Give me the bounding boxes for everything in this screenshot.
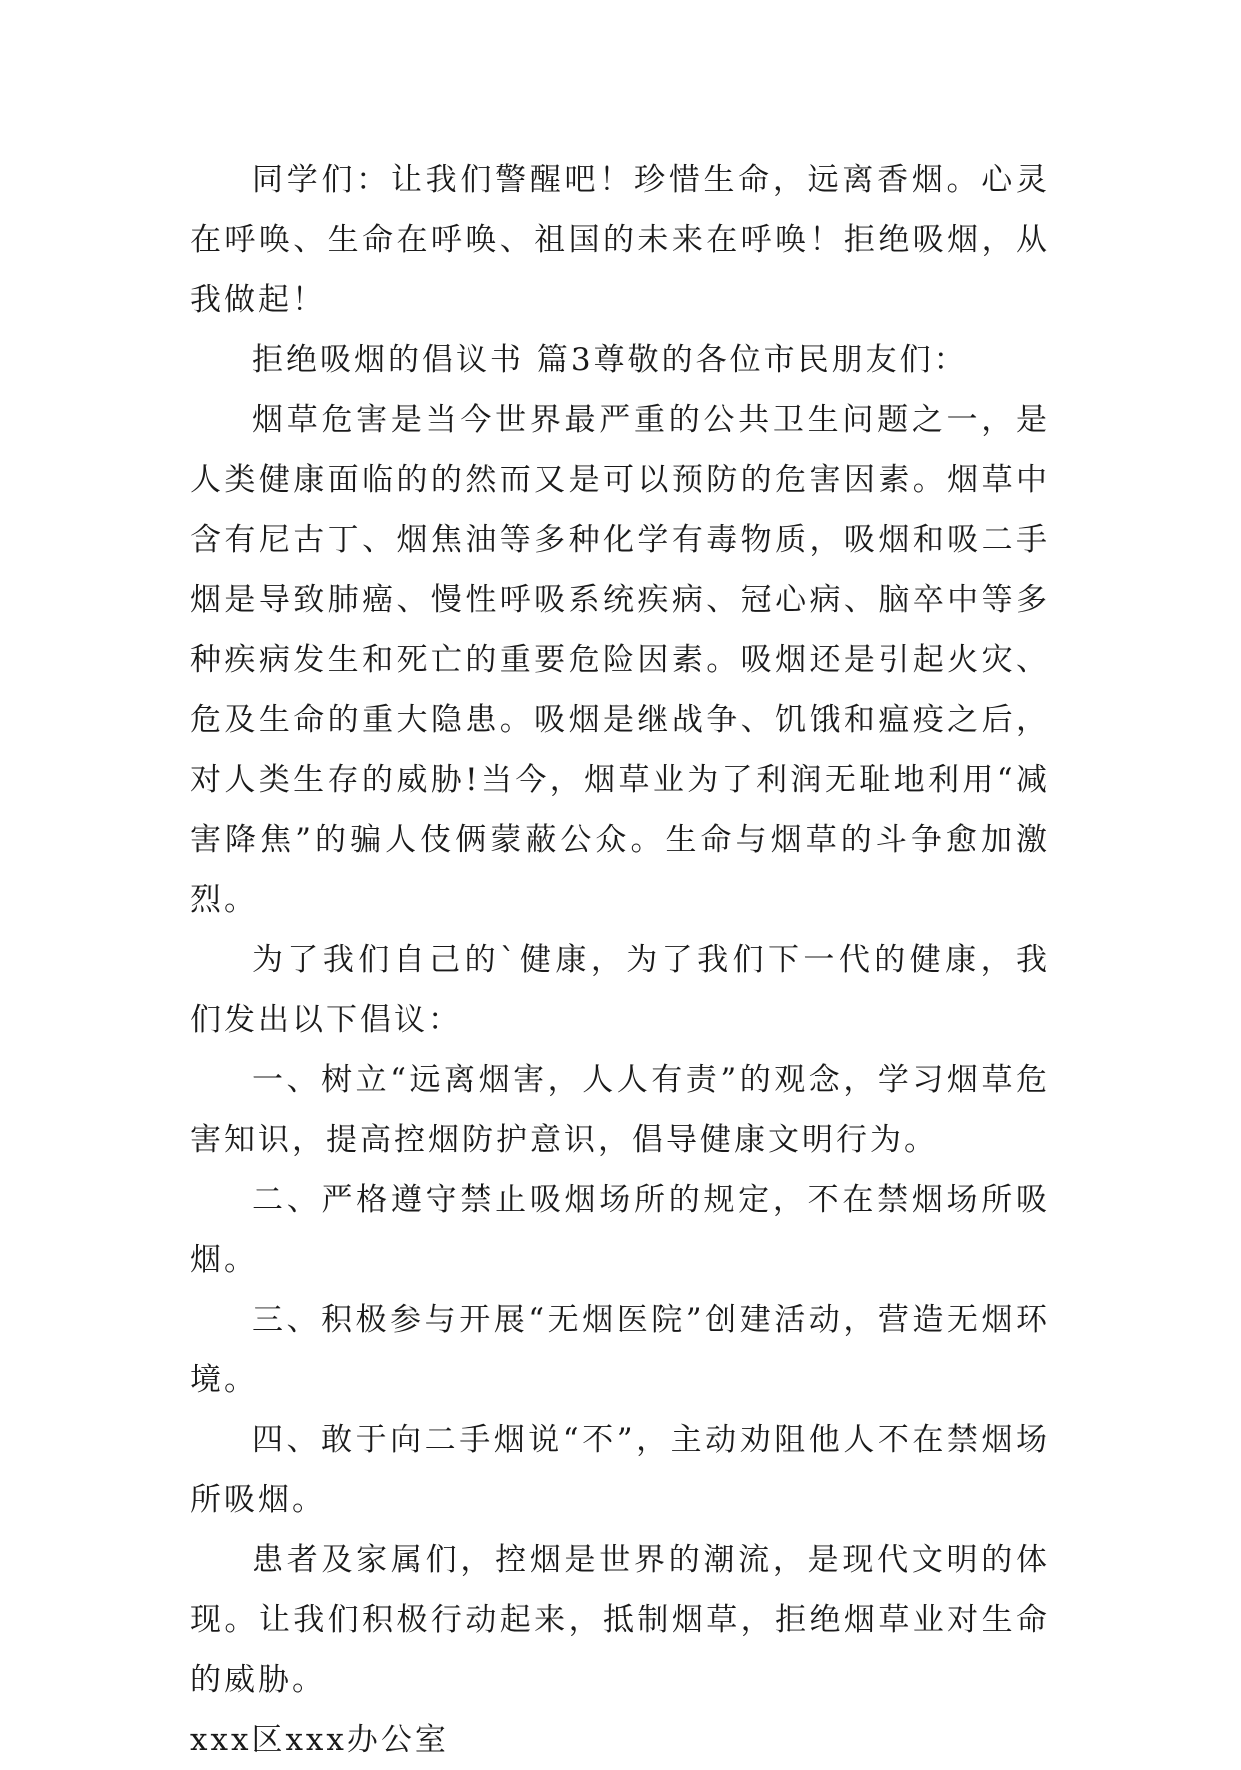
proposal-item-1: 一、树立“远离烟害，人人有责”的观念，学习烟草危害知识，提高控烟防护意识，倡导健康文明行为。: [190, 1062, 1050, 1158]
closing-appeal-paragraph: 同学们：让我们警醒吧！珍惜生命，远离香烟。心灵在呼唤、生命在呼唤、祖国的未来在呼唤！拒绝吸烟，从我做起！: [190, 162, 1050, 318]
proposal-item-4: 四、敢于向二手烟说“不”，主动劝阻他人不在禁烟场所吸烟。: [190, 1422, 1050, 1518]
tobacco-harm-paragraph: 烟草危害是当今世界最严重的公共卫生问题之一，是人类健康面临的的然而又是可以预防的危害因素。烟草中含有尼古丁、烟焦油等多种化学有毒物质，吸烟和吸二手烟是导致肺癌、慢性呼吸系统疾病、冠心病、脑卒中等多种疾病发生和死亡的重要危险因素。吸烟还是引起火灾、危及生命的重大隐患。吸烟是继战争、饥饿和瘟疫之后，对人类生存的威胁!当今，烟草业为了利润无耻地利用“减害降焦”的骗人伎俩蒙蔽公众。生命与烟草的斗争愈加激烈。: [190, 402, 1050, 918]
signature-line: xxx区xxx办公室: [190, 1722, 449, 1758]
document-body: [190, 150, 1050, 1770]
proposal-item-2: 二、严格遵守禁止吸烟场所的规定，不在禁烟场所吸烟。: [190, 1182, 1050, 1278]
section-heading: 拒绝吸烟的倡议书 篇3尊敬的各位市民朋友们：: [252, 342, 968, 378]
proposal-item-3: 三、积极参与开展“无烟医院”创建活动，营造无烟环境。: [190, 1302, 1050, 1398]
proposal-intro-paragraph: 为了我们自己的`健康，为了我们下一代的健康，我们发出以下倡议：: [190, 942, 1050, 1038]
closing-paragraph: 患者及家属们，控烟是世界的潮流，是现代文明的体现。让我们积极行动起来，抵制烟草，拒绝烟草业对生命的威胁。: [190, 1542, 1050, 1698]
